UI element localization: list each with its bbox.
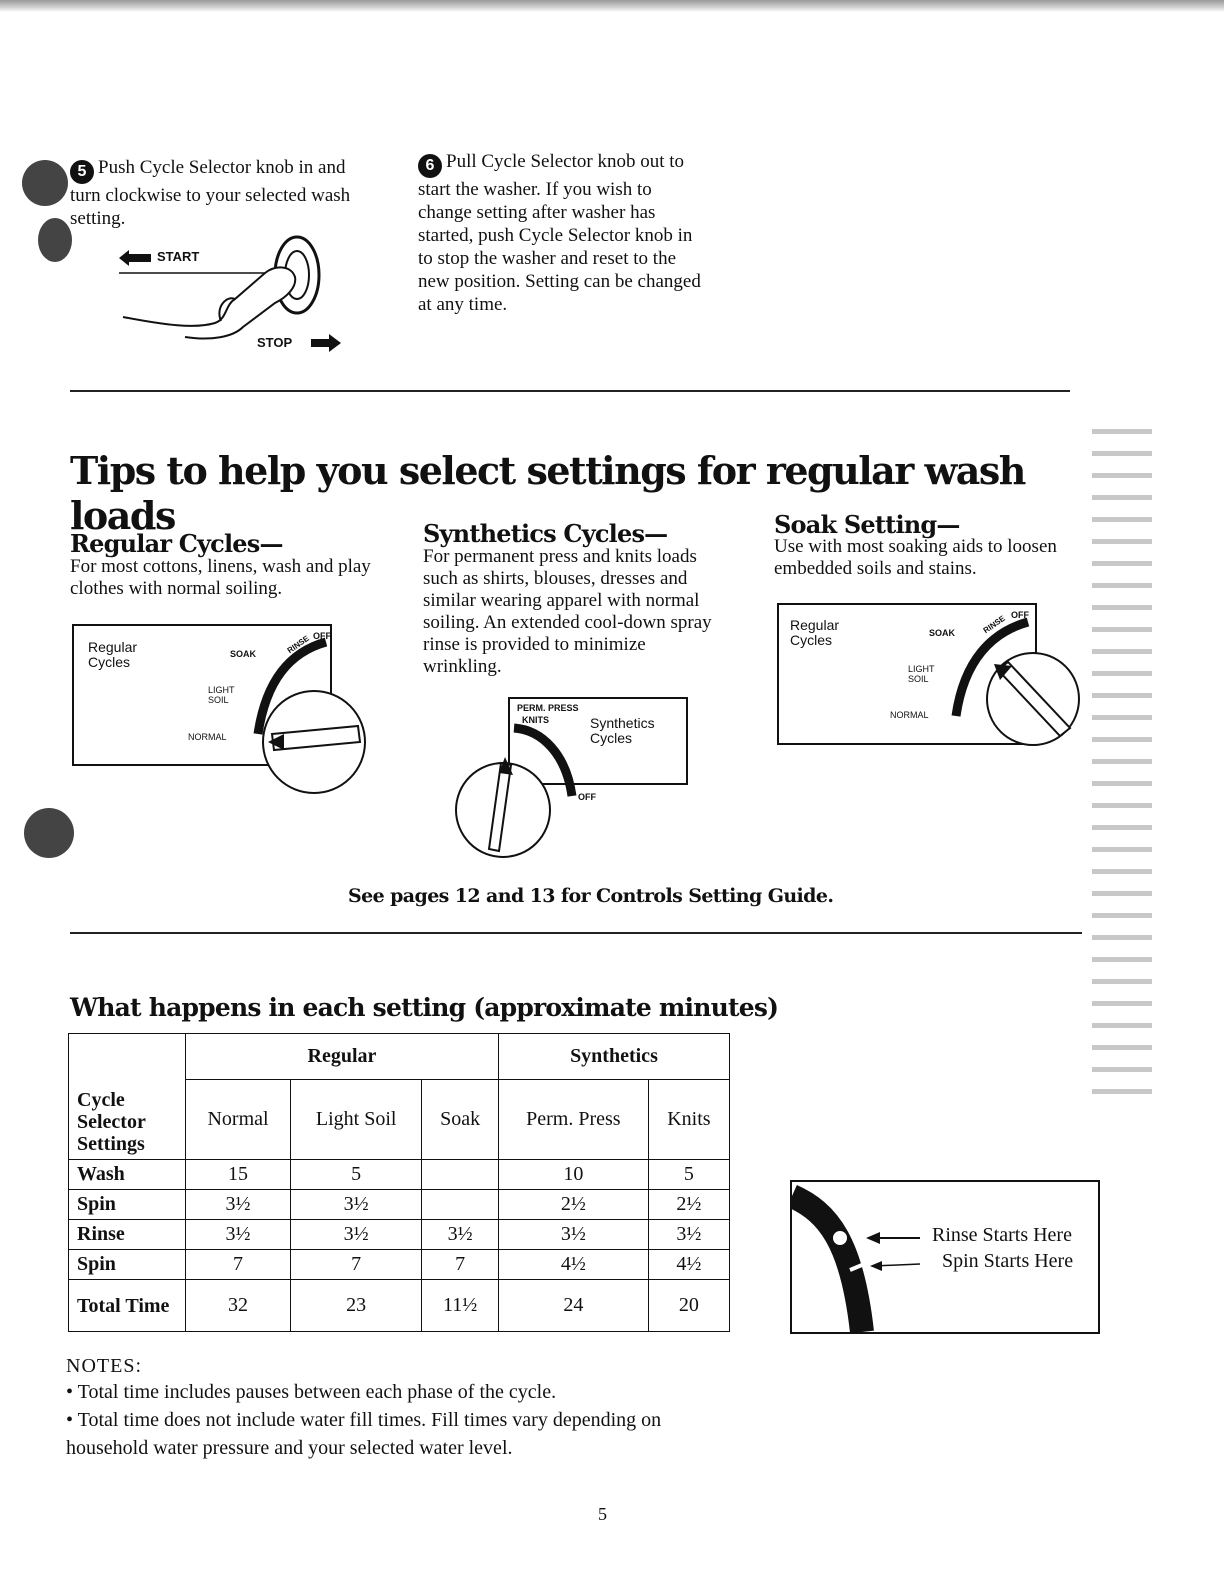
col-normal: Normal [186, 1080, 291, 1160]
soak-setting-label: SOAK [929, 628, 956, 638]
cell: 24 [498, 1280, 648, 1332]
binder-hole [38, 218, 72, 262]
rinse-spin-inset [790, 1180, 1100, 1334]
scan-right-edge [1092, 420, 1152, 1100]
see-pages-note: See pages 12 and 13 for Controls Setting Guide. [348, 885, 834, 907]
cell: 7 [291, 1250, 422, 1280]
cell: 32 [186, 1280, 291, 1332]
rinse-label: RINSE [285, 633, 311, 656]
page-number: 5 [598, 1504, 607, 1524]
cell [422, 1160, 499, 1190]
note-text: Total time includes pauses between each phase of the cycle. [77, 1381, 557, 1403]
cell: 3½ [422, 1220, 499, 1250]
step-6-text: Pull Cycle Selector knob out to start the washer. If you wish to change setting after washer has started, push Cycle Selector knob in to stop the washer and reset to the new position. Setting can be changed at any time. [418, 151, 701, 315]
note-item [66, 1406, 746, 1462]
rinse-starts-label: Rinse Starts Here [932, 1224, 1072, 1246]
row-label: Rinse [69, 1220, 186, 1250]
perm-press-label: PERM. PRESS [517, 703, 579, 713]
soak-heading: Soak Setting— [774, 510, 960, 539]
table-row [69, 1280, 730, 1332]
cell: 5 [291, 1160, 422, 1190]
col-perm-press: Perm. Press [498, 1080, 648, 1160]
step-number: 5 [70, 160, 94, 184]
regular-dial-label: Regular Cycles [88, 639, 138, 670]
cell: 3½ [648, 1220, 729, 1250]
spin-starts-label: Spin Starts Here [942, 1250, 1074, 1272]
cell [422, 1190, 499, 1220]
binder-hole [24, 808, 74, 858]
step-5-text: Push Cycle Selector knob in and turn clockwise to your selected wash setting. [70, 157, 351, 229]
cell: 20 [648, 1280, 729, 1332]
row-label: Spin [69, 1250, 186, 1280]
note-text: Total time does not include water fill times. Fill times vary depending on household water pressure and your selected water level. [66, 1409, 662, 1459]
cell: 2½ [498, 1190, 648, 1220]
synthetics-knob-pointer [455, 755, 551, 859]
stop-label: STOP [257, 335, 293, 350]
cell: 7 [422, 1250, 499, 1280]
cell: 3½ [291, 1190, 422, 1220]
row-label: Wash [69, 1160, 186, 1190]
regular-knob-pointer [262, 690, 366, 794]
col-knits: Knits [648, 1080, 729, 1160]
bullet-icon: • [66, 1409, 74, 1431]
cell: 4½ [648, 1250, 729, 1280]
synthetics-dial-label: Synthetics Cycles [590, 715, 655, 746]
bullet-icon: • [66, 1381, 74, 1403]
cell: 5 [648, 1160, 729, 1190]
soak-normal-label: NORMAL [890, 710, 929, 720]
group-regular: Regular [186, 1034, 499, 1080]
cell: 3½ [186, 1220, 291, 1250]
synthetics-heading: Synthetics Cycles— [423, 519, 668, 548]
regular-text: For most cottons, linens, wash and play clothes with normal soiling. [70, 556, 371, 599]
table-row [69, 1190, 730, 1220]
group-synthetics: Synthetics [498, 1034, 729, 1080]
cell: 10 [498, 1160, 648, 1190]
soak-label: SOAK [230, 649, 257, 659]
synthetics-text: For permanent press and knits loads such as shirts, blouses, dresses and similar wearing apparel with normal soiling. An extended cool-down spray rinse is provided to minimize wrinkling. [423, 546, 712, 677]
divider [70, 932, 1082, 934]
cell: 3½ [186, 1190, 291, 1220]
row-label: Spin [69, 1190, 186, 1220]
off-label: OFF [313, 631, 331, 641]
cell: 23 [291, 1280, 422, 1332]
table-row [69, 1220, 730, 1250]
cell: 3½ [291, 1220, 422, 1250]
table-row [69, 1250, 730, 1280]
cell: 15 [186, 1160, 291, 1190]
cell: 3½ [498, 1220, 648, 1250]
cell: 2½ [648, 1190, 729, 1220]
cell: 7 [186, 1250, 291, 1280]
corner-header: Cycle Selector Settings [69, 1034, 186, 1160]
soak-dial-label: Regular Cycles [790, 617, 840, 648]
col-soak: Soak [422, 1080, 499, 1160]
soak-off-label: OFF [1011, 610, 1029, 620]
binder-hole [22, 160, 68, 206]
light-soil-label: LIGHT SOIL [208, 685, 235, 705]
cell: 4½ [498, 1250, 648, 1280]
start-label: START [157, 249, 200, 264]
step-5 [70, 156, 370, 230]
divider [70, 390, 1070, 392]
cell: 11½ [422, 1280, 499, 1332]
cycle-times-table [68, 1033, 730, 1332]
scan-top-edge [0, 0, 1224, 12]
table-title: What happens in each setting (approximate minutes) [70, 993, 779, 1022]
tips-title: Tips to help you select settings for regular wash loads [70, 448, 1025, 538]
soak-knob-pointer [986, 652, 1080, 746]
knits-label: KNITS [522, 715, 549, 725]
table-row [69, 1160, 730, 1190]
row-label: Total Time [69, 1280, 186, 1332]
soak-rinse-label: RINSE [981, 613, 1007, 636]
knob-push-illustration [115, 225, 345, 355]
soak-text: Use with most soaking aids to loosen embedded soils and stains. [774, 536, 1057, 579]
soak-light-soil-label: LIGHT SOIL [908, 664, 935, 684]
synthetics-off-label: OFF [578, 792, 596, 802]
note-item [66, 1378, 746, 1406]
normal-label: NORMAL [188, 732, 227, 742]
notes-heading: NOTES: [66, 1355, 142, 1377]
step-6 [418, 150, 708, 316]
col-light-soil: Light Soil [291, 1080, 422, 1160]
regular-heading: Regular Cycles— [70, 529, 283, 558]
step-number: 6 [418, 154, 442, 178]
